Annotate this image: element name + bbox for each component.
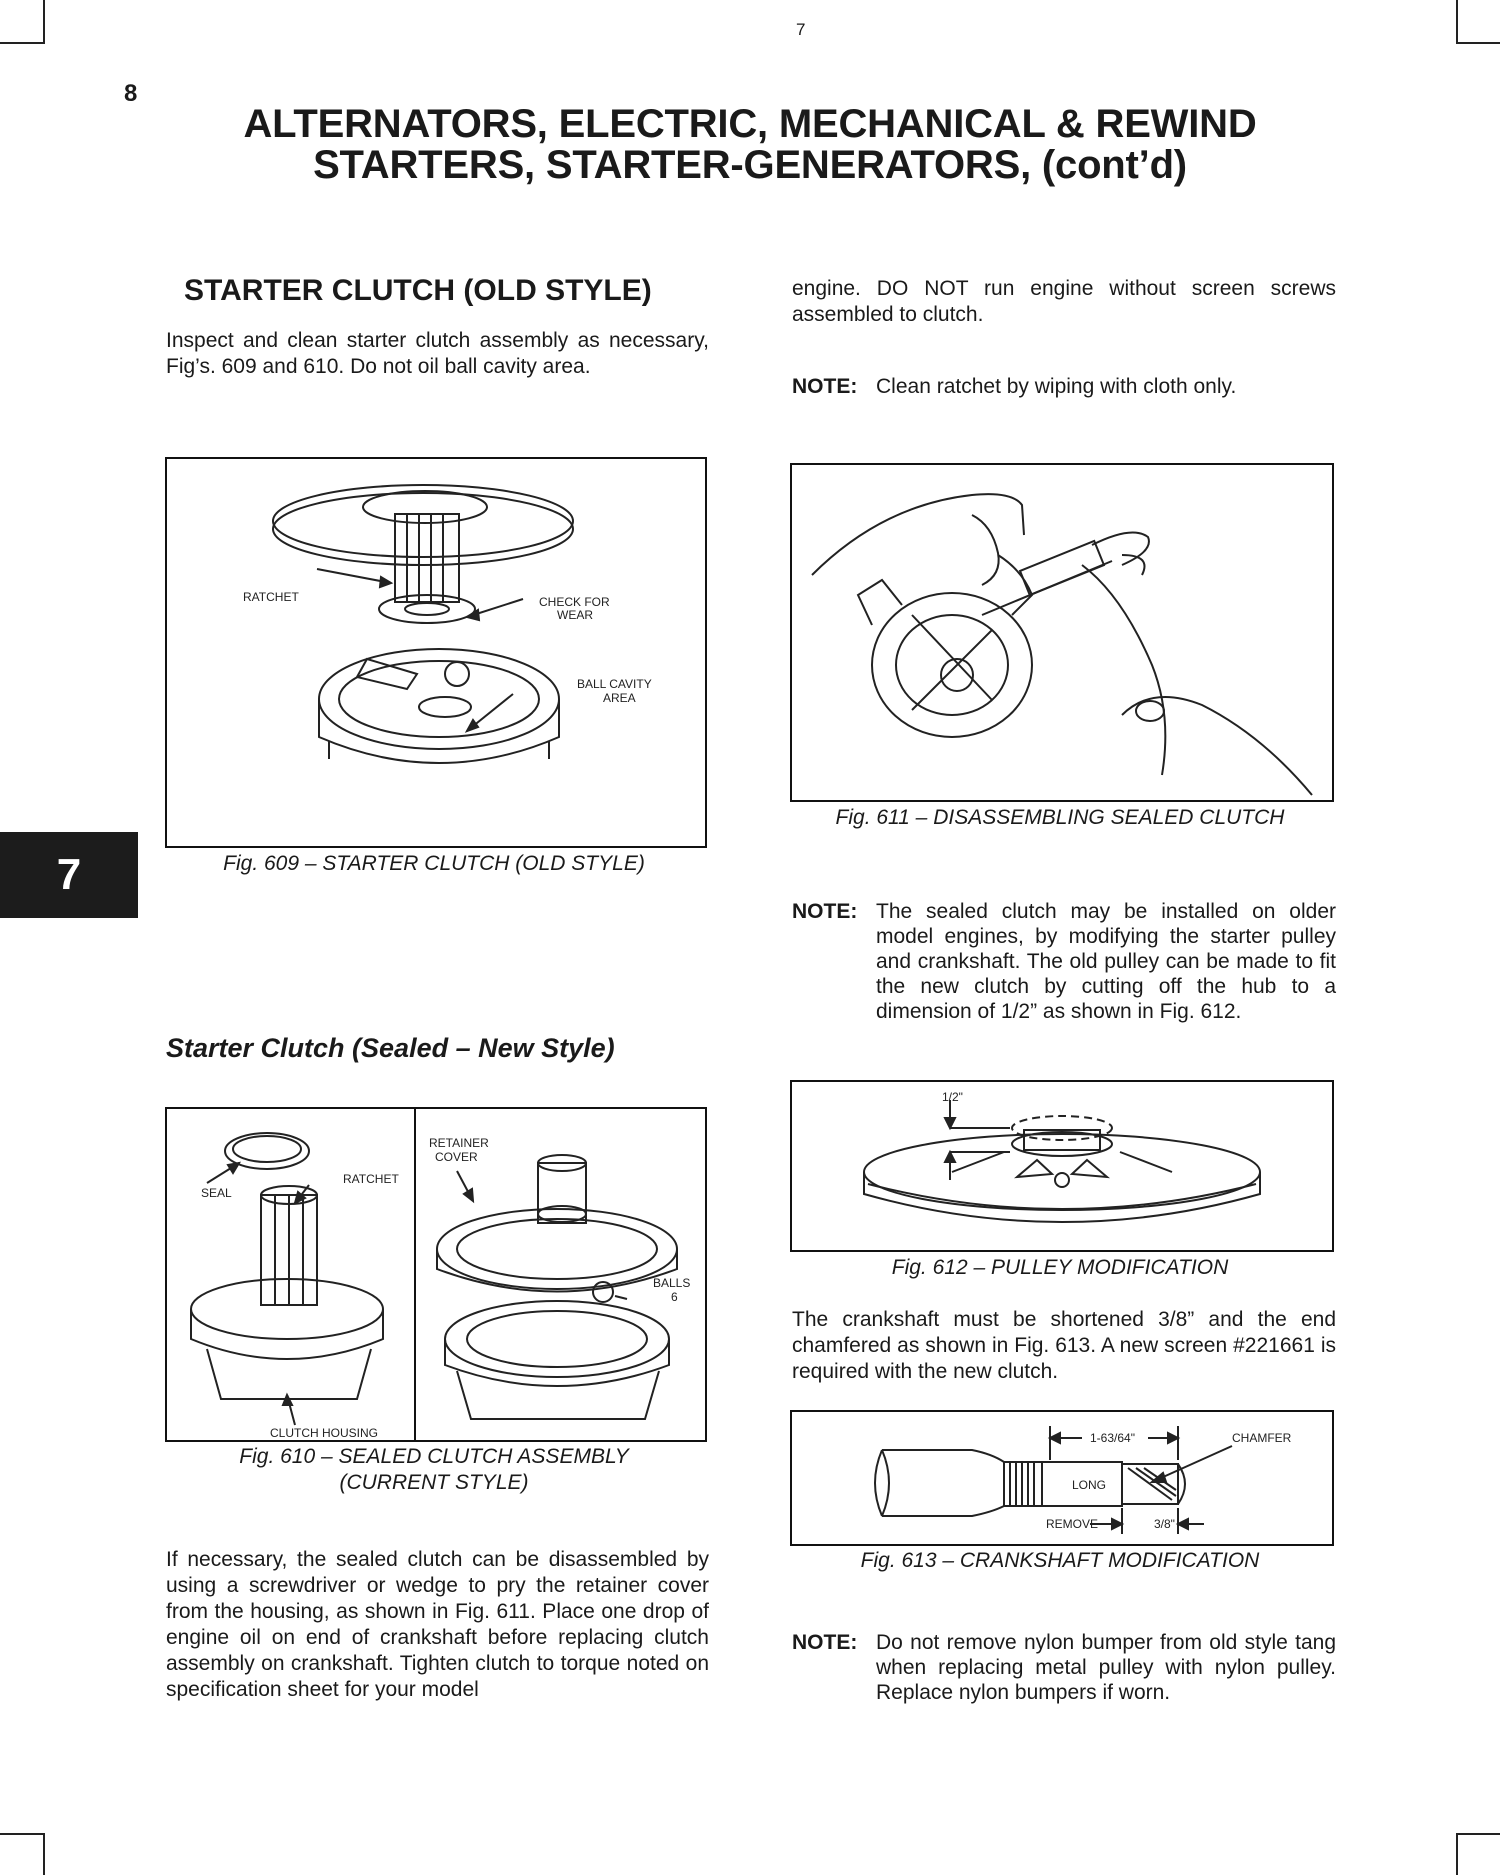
continuation-paragraph: engine. DO NOT run engine without screen screws assembled to clutch. <box>792 277 1336 326</box>
note-text: Do not remove nylon bumper from old style tang when replacing metal pulley with nylon pulley. Replace nylon bumpers if worn. <box>876 1631 1336 1704</box>
label-balls-count: 6 <box>671 1290 678 1304</box>
label-wear: WEAR <box>557 608 593 622</box>
crop-mark <box>43 0 45 44</box>
figure-610 <box>165 1107 707 1442</box>
note-3 <box>792 1630 1336 1705</box>
note-1 <box>792 374 1336 399</box>
label-chamfer: CHAMFER <box>1232 1431 1292 1445</box>
sealed-clutch-illustration <box>167 1109 705 1440</box>
section-tab: 7 <box>0 832 138 918</box>
crop-mark <box>43 1833 45 1875</box>
starter-clutch-old-illustration <box>167 459 705 846</box>
crop-mark <box>1456 1833 1500 1835</box>
section-heading: STARTER CLUTCH (OLD STYLE) <box>184 274 652 307</box>
label-seal: SEAL <box>201 1186 232 1200</box>
crankshaft-modification-illustration <box>792 1412 1332 1544</box>
label-ratchet-610: RATCHET <box>343 1172 399 1186</box>
label-dim-1-63-64: 1-63/64" <box>1090 1431 1135 1445</box>
body-paragraph: If necessary, the sealed clutch can be disassembled by using a screwdriver or wedge to pry the retainer cover from the housing, as shown in Fig. 611. Place one drop of engine oil on end of crankshaft before replacing clutch assembly on crankshaft. Tighten clutch to torque noted on specification sheet for your model <box>166 1548 709 1701</box>
crop-mark <box>0 42 44 44</box>
label-check-for: CHECK FOR <box>539 595 610 609</box>
title-line-1: ALTERNATORS, ELECTRIC, MECHANICAL & REWIND <box>243 102 1257 146</box>
note-2 <box>792 899 1336 1024</box>
figure-613 <box>790 1410 1334 1546</box>
label-dim-3-8: 3/8" <box>1154 1517 1175 1531</box>
caption-fig-610-line-2: (CURRENT STYLE) <box>339 1471 529 1494</box>
note-label: NOTE: <box>792 1631 858 1654</box>
label-balls: BALLS <box>653 1276 691 1290</box>
caption-fig-610-line-1: Fig. 610 – SEALED CLUTCH ASSEMBLY <box>239 1445 629 1468</box>
label-remove: REMOVE <box>1046 1517 1099 1531</box>
page-title <box>180 104 1320 186</box>
caption-fig-613: Fig. 613 – CRANKSHAFT MODIFICATION <box>860 1549 1260 1572</box>
page-number: 7 <box>796 20 806 39</box>
caption-fig-610 <box>165 1444 703 1496</box>
title-line-2: STARTERS, STARTER-GENERATORS, (cont’d) <box>313 143 1187 187</box>
note-text: Clean ratchet by wiping with cloth only. <box>876 375 1237 398</box>
disassembling-clutch-illustration <box>792 465 1332 800</box>
figure-609 <box>165 457 707 848</box>
caption-fig-612: Fig. 612 – PULLEY MODIFICATION <box>891 1256 1229 1279</box>
label-long: LONG <box>1072 1478 1107 1492</box>
label-ball-cavity: BALL CAVITY <box>577 677 652 691</box>
figure-611 <box>790 463 1334 802</box>
label-cover: COVER <box>435 1150 478 1164</box>
figure-612 <box>790 1080 1334 1252</box>
caption-fig-611: Fig. 611 – DISASSEMBLING SEALED CLUTCH <box>835 806 1285 829</box>
intro-paragraph: Inspect and clean starter clutch assembly as necessary, Fig’s. 609 and 610. Do not oil ball cavity area. <box>166 329 709 378</box>
label-clutch-housing: CLUTCH HOUSING <box>270 1426 379 1440</box>
crankshaft-paragraph: The crankshaft must be shortened 3/8” and the end chamfered as shown in Fig. 613. A new screen #221661 is required with the new clutch. <box>792 1308 1336 1383</box>
crop-mark <box>1456 0 1458 44</box>
caption-fig-609: Fig. 609 – STARTER CLUTCH (OLD STYLE) <box>223 852 645 875</box>
note-text: The sealed clutch may be installed on older model engines, by modifying the starter pulley and crankshaft. The old pulley can be made to fit the new clutch by cutting off the hub to a dimension of 1/2” as shown in Fig. 612. <box>876 900 1336 1023</box>
crop-mark <box>0 1833 44 1835</box>
section-number: 8 <box>124 80 138 107</box>
note-label: NOTE: <box>792 900 858 923</box>
crop-mark <box>1456 1833 1458 1875</box>
crop-mark <box>1456 42 1500 44</box>
pulley-modification-illustration <box>792 1082 1332 1250</box>
label-area: AREA <box>603 691 636 705</box>
note-label: NOTE: <box>792 375 858 398</box>
subsection-heading: Starter Clutch (Sealed – New Style) <box>166 1033 615 1063</box>
label-half-inch: 1/2" <box>942 1090 963 1104</box>
label-ratchet: RATCHET <box>243 590 299 604</box>
label-retainer: RETAINER <box>429 1136 489 1150</box>
